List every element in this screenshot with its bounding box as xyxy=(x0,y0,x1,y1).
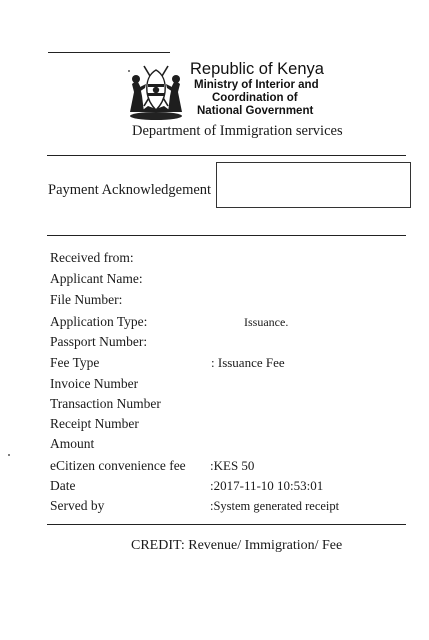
reference-box xyxy=(216,162,411,208)
top-rule xyxy=(48,52,170,53)
field-value: : Issuance Fee xyxy=(211,355,285,370)
department-name: Department of Immigration services xyxy=(132,123,343,139)
field-value: :2017-11-10 10:53:01 xyxy=(210,478,324,493)
field-label: Received from: xyxy=(50,250,134,265)
field-value: Issuance. xyxy=(244,315,289,329)
ministry-line-2: Coordination of xyxy=(212,92,298,104)
field-label: Date xyxy=(50,478,76,493)
field-value: :KES 50 xyxy=(210,458,255,473)
field-label: eCitizen convenience fee xyxy=(50,458,186,473)
republic-title: Republic of Kenya xyxy=(190,60,324,78)
field-label: Passport Number: xyxy=(50,334,148,349)
field-label: Invoice Number xyxy=(50,376,139,391)
scan-speck xyxy=(8,454,10,456)
payment-acknowledgement-label: Payment Acknowledgement xyxy=(48,182,212,198)
field-label: Applicant Name: xyxy=(50,271,143,286)
scan-speck xyxy=(128,70,130,72)
field-label: Fee Type xyxy=(50,355,100,370)
field-label: Receipt Number xyxy=(50,416,139,431)
field-value: :System generated receipt xyxy=(210,499,340,513)
coat-of-arms-icon xyxy=(126,62,186,122)
field-label: Transaction Number xyxy=(50,396,161,411)
ministry-line-1: Ministry of Interior and xyxy=(194,79,319,91)
field-label: Application Type: xyxy=(50,314,148,329)
rule-above-credit xyxy=(47,524,406,525)
rule-below-payment xyxy=(47,235,406,236)
field-label: File Number: xyxy=(50,292,123,307)
rule-below-department xyxy=(47,155,406,156)
ministry-line-3: National Government xyxy=(197,105,314,117)
field-label: Served by xyxy=(50,498,105,513)
credit-line: CREDIT: Revenue/ Immigration/ Fee xyxy=(131,538,343,553)
field-label: Amount xyxy=(50,436,95,451)
